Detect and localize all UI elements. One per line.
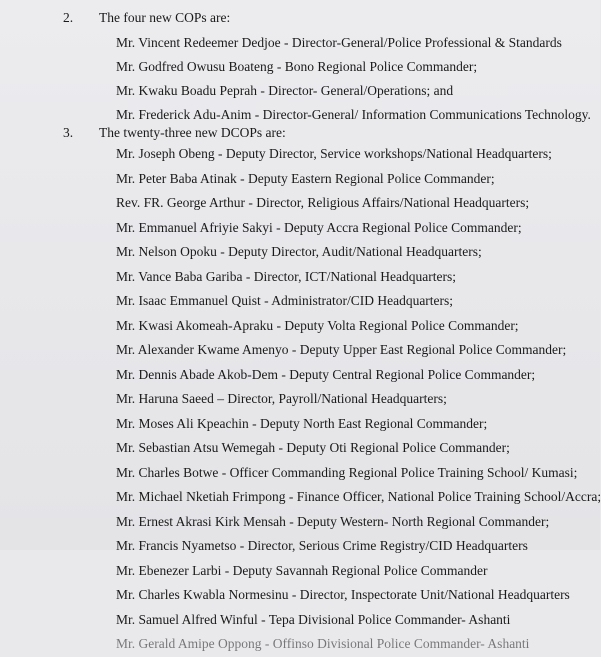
section-3-number: 3. [63, 125, 74, 140]
list-item: Mr. Frederick Adu-Anim - Director-General/ Information Communications Technology. [116, 107, 591, 122]
section-2-heading: The four new COPs are: [99, 10, 231, 25]
list-item: Mr. Alexander Kwame Amenyo - Deputy Upper East Regional Police Commander; [116, 342, 567, 357]
dcop-list [116, 142, 601, 657]
list-item: Mr. Gerald Amipe Oppong - Offinso Divisional Police Commander- Ashanti [116, 636, 530, 651]
list-item: Mr. Michael Nketiah Frimpong - Finance Officer, National Police Training School/Accra; [116, 489, 601, 504]
list-item: Mr. Haruna Saeed – Director, Payroll/National Headquarters; [116, 391, 447, 406]
section-3-heading: The twenty-three new DCOPs are: [99, 125, 286, 140]
list-item: Mr. Isaac Emmanuel Quist - Administrator/CID Headquarters; [116, 293, 454, 308]
list-item: Mr. Ernest Akrasi Kirk Mensah - Deputy Western- North Regional Commander; [116, 513, 550, 529]
list-item: Mr. Joseph Obeng - Deputy Director, Service workshops/National Headquarters; [116, 146, 552, 161]
list-item: Mr. Charles Botwe - Officer Commanding Regional Police Training School/ Kumasi; [116, 464, 578, 480]
list-item: Mr. Peter Baba Atinak - Deputy Eastern Regional Police Commander; [116, 170, 495, 186]
list-item: Mr. Kwaku Boadu Peprah - Director- General/Operations; and [116, 83, 454, 98]
section-2-number: 2. [63, 10, 74, 25]
list-item: Mr. Charles Kwabla Normesinu - Director, Inspectorate Unit/National Headquarters [116, 587, 570, 602]
list-item: Mr. Emmanuel Afriyie Sakyi - Deputy Accra Regional Police Commander; [116, 219, 522, 235]
list-item: Mr. Vincent Redeemer Dedjoe - Director-General/Police Professional & Standards [116, 35, 562, 50]
list-item: Mr. Francis Nyametso - Director, Serious Crime Registry/CID Headquarters [116, 538, 528, 553]
list-item: Mr. Godfred Owusu Boateng - Bono Regional Police Commander; [116, 59, 478, 74]
list-item: Mr. Kwasi Akomeah-Apraku - Deputy Volta Regional Police Commander; [116, 317, 519, 333]
list-item: Mr. Vance Baba Gariba - Director, ICT/National Headquarters; [116, 268, 456, 284]
list-item: Mr. Dennis Abade Akob-Dem - Deputy Central Regional Police Commander; [116, 366, 536, 382]
list-item: Mr. Nelson Opoku - Deputy Director, Audit/National Headquarters; [116, 244, 482, 259]
list-item: Mr. Sebastian Atsu Wemegah - Deputy Oti Regional Police Commander; [116, 440, 510, 455]
list-item: Mr. Ebenezer Larbi - Deputy Savannah Regional Police Commander [116, 562, 488, 578]
list-item: Rev. FR. George Arthur - Director, Religious Affairs/National Headquarters; [116, 195, 530, 210]
list-item: Mr. Samuel Alfred Winful - Tepa Divisional Police Commander- Ashanti [116, 611, 511, 627]
list-item: Mr. Moses Ali Kpeachin - Deputy North East Regional Commander; [116, 415, 488, 431]
cop-list [116, 31, 591, 127]
